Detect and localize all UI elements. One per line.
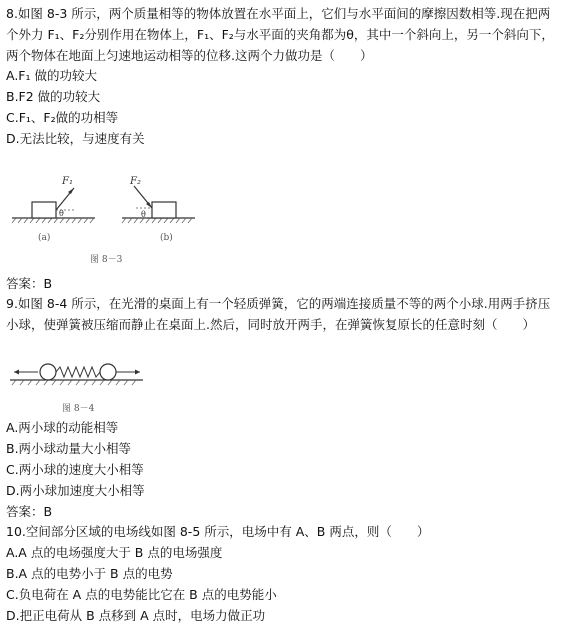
force-label-a: F₁ xyxy=(62,176,73,187)
q8-option-b: B.F2 做的功较大 xyxy=(6,89,101,104)
q9-option-d: D.两小球加速度大小相等 xyxy=(6,483,145,498)
q9-answer: 答案：B xyxy=(6,504,53,519)
angle-label-a: θ xyxy=(59,209,64,218)
q9-option-b: B.两小球动量大小相等 xyxy=(6,441,132,456)
q8-option-d: D.无法比较，与速度有关 xyxy=(6,131,145,146)
q10-stem: 10.空间部分区域的电场线如图 8-5 所示，电场中有 A、B 两点，则（ ） xyxy=(6,524,430,539)
subfig-label-a: (a) xyxy=(38,233,51,243)
figure-8-4-caption: 图 8－4 xyxy=(62,404,95,414)
block-b xyxy=(152,202,176,218)
q10-option-a: A.A 点的电场强度大于 B 点的电场强度 xyxy=(6,545,223,560)
figure-8-4 xyxy=(8,356,148,418)
q9-stem: 9.如图 8-4 所示，在光滑的桌面上有一个轻质弹簧，它的两端连接质量不等的两个小球.用两手挤压小球，使弹簧被压缩而静止在桌面上.然后，同时放开两手，在弹簧恢复原长的任意时刻（ ） xyxy=(6,296,551,332)
force-label-b: F₂ xyxy=(130,176,141,187)
q8-option-c: C.F₁、F₂做的功相等 xyxy=(6,110,119,125)
q8-answer: 答案：B xyxy=(6,276,53,291)
spring xyxy=(56,367,100,377)
ball-left xyxy=(40,364,56,380)
figure-8-3 xyxy=(10,170,210,270)
ball-right xyxy=(100,364,116,380)
q8-stem: 8.如图 8-3 所示，两个质量相等的物体放置在水平面上，它们与水平面间的摩擦因数相等.现在把两个外力 F₁、F₂分别作用在物体上，F₁、F₂与水平面的夹角都为θ，其中一个斜向上，另一个斜向下，两个物体在地面上匀速地运动相等的位移.这两个力做功是（ ） xyxy=(6,6,554,63)
q8-option-a: A.F₁ 做的功较大 xyxy=(6,68,97,83)
figure-8-3-caption: 图 8－3 xyxy=(90,255,123,265)
block-a xyxy=(32,202,56,218)
q10-option-c: C.负电荷在 A 点的电势能比它在 B 点的电势能小 xyxy=(6,587,277,602)
angle-label-b: θ xyxy=(141,210,146,219)
q10-option-b: B.A 点的电势小于 B 点的电势 xyxy=(6,566,173,581)
q9-option-c: C.两小球的速度大小相等 xyxy=(6,462,144,477)
q10-option-d: D.把正电荷从 B 点移到 A 点时，电场力做正功 xyxy=(6,608,266,623)
q9-option-a: A.两小球的动能相等 xyxy=(6,420,119,435)
subfig-label-b: (b) xyxy=(160,233,173,243)
